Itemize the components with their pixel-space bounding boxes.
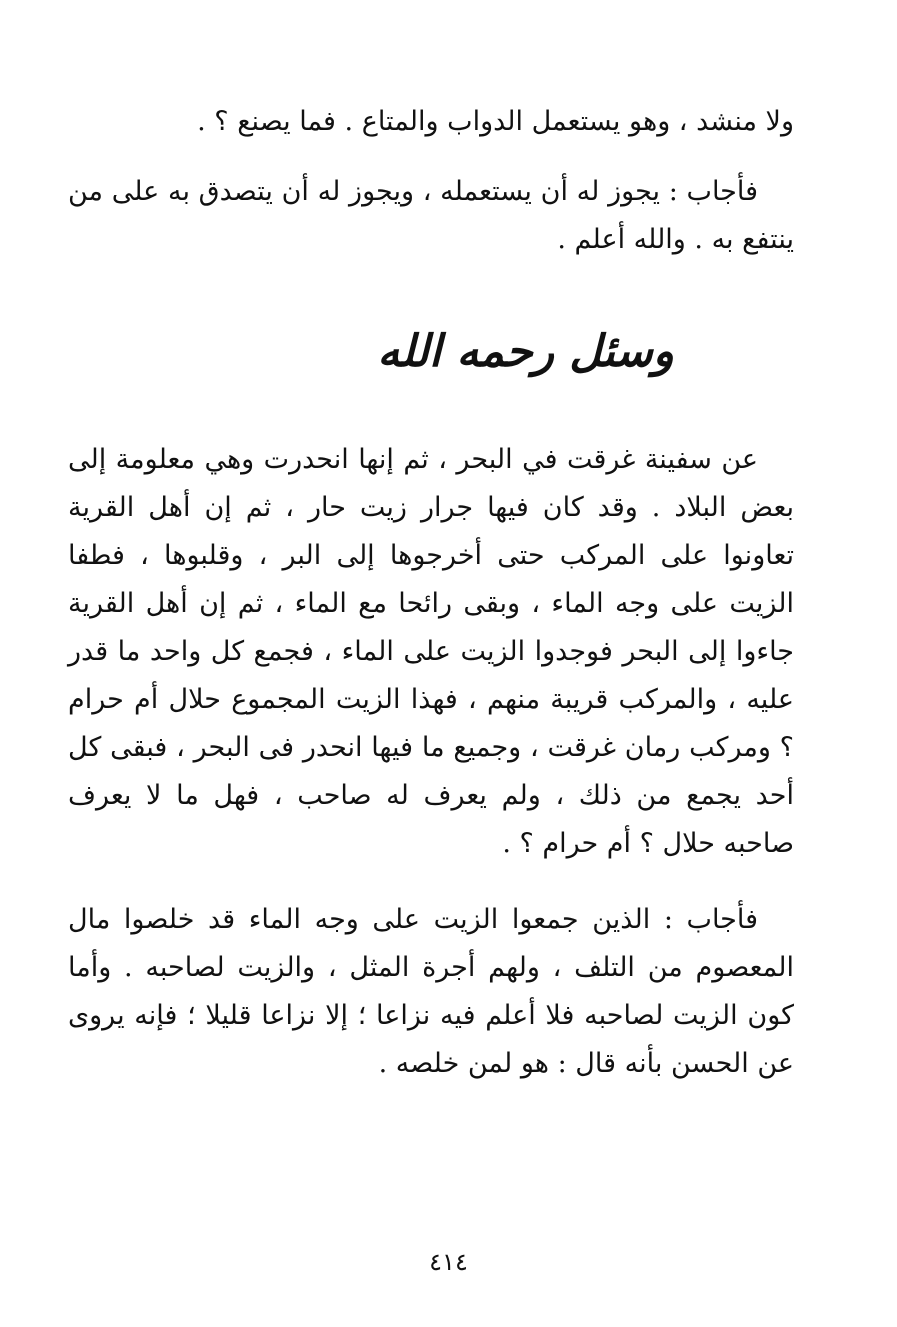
- page-number: ٤١٤: [429, 1248, 468, 1276]
- section-heading: وسئل رحمه الله: [377, 326, 674, 377]
- page-body: [68, 98, 794, 1088]
- paragraph-answer-2: فأجاب : الذين جمعوا الزيت على وجه الماء قد خلصوا مال المعصوم من التلف ، ولهم أجرة المثل ، والزيت لصاحبه . وأما كون الزيت لصاحبه فلا أعلم فيه نزاعا ؛ إلا نزاعا قليلا ؛ فإنه يروى عن الحسن بأنه قال : هو لمن خلصه .: [68, 904, 794, 1079]
- paragraph-answer-1: فأجاب : يجوز له أن يستعمله ، ويجوز له أن يتصدق به على من ينتفع به . والله أعلم .: [68, 176, 794, 255]
- paragraph-question-end: ولا منشد ، وهو يستعمل الدواب والمتاع . فما يصنع ؟ .: [197, 106, 794, 137]
- paragraph-question-2: عن سفينة غرقت في البحر ، ثم إنها انحدرت وهي معلومة إلى بعض البلاد . وقد كان فيها جرار زيت حار ، ثم إن أهل القرية تعاونوا على المركب حتى أخرجوها إلى البر ، وقلبوها ، فطفا الزيت على وجه الماء ، وبقى رائحا مع الماء ، ثم إن أهل القرية جاءوا إلى البحر فوجدوا الزيت على الماء ، فجمع كل واحد ما قدر عليه ، والمركب قريبة منهم ، فهذا الزيت المجموع حلال أم حرام ؟ ومركب رمان غرقت ، وجميع ما فيها انحدر فى البحر ، فبقى كل أحد يجمع من ذلك ، ولم يعرف له صاحب ، فهل ما لا يعرف صاحبه حلال ؟ أم حرام ؟ .: [68, 444, 794, 859]
